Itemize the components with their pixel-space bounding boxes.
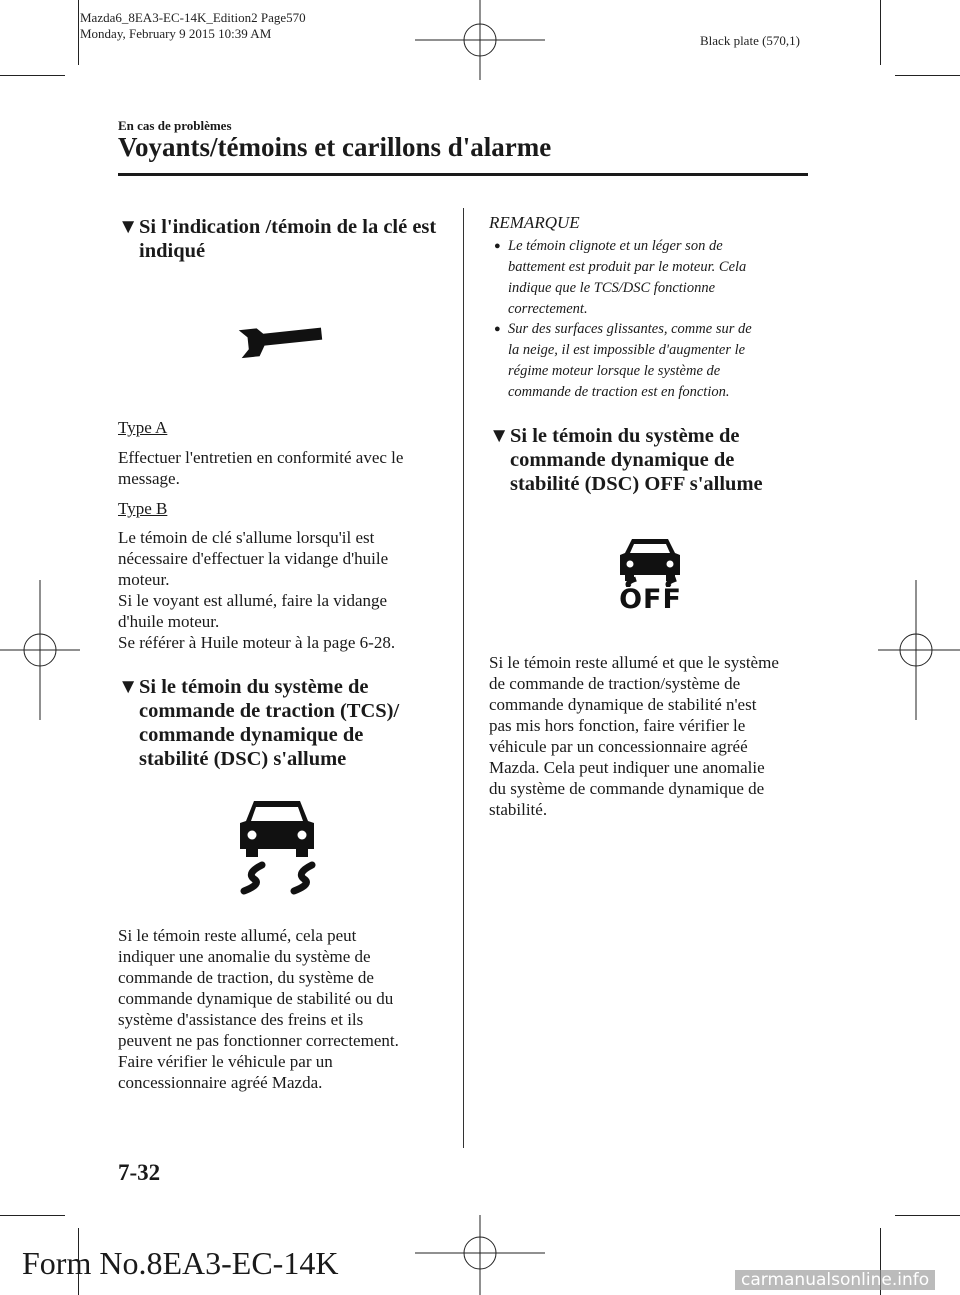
text-line: pas mis hors fonction, faire vérifier le — [489, 716, 746, 735]
triangle-icon: ▼ — [118, 216, 139, 238]
crop-mark — [78, 0, 79, 65]
heading-key-indicator — [118, 215, 458, 263]
crop-mark — [880, 0, 881, 65]
text-line: de commande de traction/système de — [489, 674, 741, 693]
heading-tcs — [118, 675, 458, 771]
triangle-icon: ▼ — [118, 676, 139, 698]
text-line: correctement. — [508, 301, 588, 317]
text-line: message. — [118, 469, 180, 488]
text-line: commande dynamique de stabilité ou du — [118, 989, 394, 1008]
text-line: Le témoin de clé s'allume lorsqu'il est — [118, 528, 375, 547]
crop-mark — [895, 75, 960, 76]
heading-line: Si le témoin du système de — [510, 425, 740, 447]
text-line: Se référer à Huile moteur à la page 6-28. — [118, 633, 396, 652]
text-line: commande de traction est en fonction. — [508, 384, 730, 400]
type-a-label: Type A — [118, 418, 168, 437]
bullet-icon: ● — [494, 323, 501, 335]
text-line: véhicule par un concessionnaire agréé — [489, 737, 748, 756]
print-info-line: Monday, February 9 2015 10:39 AM — [80, 26, 272, 41]
registration-mark-top — [415, 0, 545, 80]
dsc-off-label: OFF — [619, 584, 682, 615]
type-a-text — [118, 447, 403, 489]
type-b-label: Type B — [118, 499, 168, 518]
registration-mark-right — [878, 580, 960, 720]
heading-line: commande dynamique de — [139, 724, 364, 746]
crop-mark — [0, 75, 65, 76]
form-number: Form No.8EA3-EC-14K — [22, 1245, 339, 1281]
triangle-icon: ▼ — [489, 425, 510, 447]
watermark[interactable]: carmanualsonline.info — [735, 1270, 935, 1290]
heading-line: commande dynamique de — [510, 449, 735, 471]
dsc-off-icon — [608, 535, 693, 615]
crop-mark — [0, 1215, 65, 1216]
text-line: Si le voyant est allumé, faire la vidange — [118, 591, 388, 610]
note-title: REMARQUE — [489, 213, 580, 232]
heading-line: stabilité (DSC) s'allume — [139, 748, 347, 770]
text-line: commande dynamique de stabilité n'est — [489, 695, 757, 714]
bullet-icon: ● — [494, 240, 501, 252]
text-line: d'huile moteur. — [118, 612, 220, 631]
text-line: nécessaire d'effectuer la vidange d'huile — [118, 549, 389, 568]
column-divider — [463, 208, 464, 1148]
text-line: battement est produit par le moteur. Cela — [508, 259, 747, 275]
text-line: Si le témoin reste allumé, cela peut — [118, 926, 357, 945]
heading-line: stabilité (DSC) OFF s'allume — [510, 473, 763, 495]
title-rule — [118, 173, 808, 176]
text-line: concessionnaire agréé Mazda. — [118, 1073, 323, 1092]
text-line: Faire vérifier le véhicule par un — [118, 1052, 333, 1071]
print-info — [80, 10, 306, 42]
heading-line: Si le témoin du système de — [139, 676, 369, 698]
text-line: stabilité. — [489, 800, 548, 819]
heading-dsc-off — [489, 424, 829, 496]
plate-label: Black plate (570,1) — [700, 33, 800, 48]
text-line: régime moteur lorsque le système de — [508, 363, 721, 379]
section-label: En cas de problèmes — [118, 118, 232, 133]
text-line: peuvent ne pas fonctionner correctement. — [118, 1031, 399, 1050]
registration-mark-bottom — [415, 1215, 545, 1295]
page-number: 7-32 — [118, 1160, 161, 1185]
crop-mark — [895, 1215, 960, 1216]
wrench-icon — [230, 318, 325, 360]
note-item — [494, 236, 813, 320]
text-line: Effectuer l'entretien en conformité avec le — [118, 448, 404, 467]
note-item — [494, 319, 813, 403]
registration-mark-left — [0, 580, 80, 720]
text-line: Mazda. Cela peut indiquer une anomalie — [489, 758, 765, 777]
text-line: Sur des surfaces glissantes, comme sur de — [508, 321, 752, 337]
text-line: la neige, il est impossible d'augmenter le — [508, 342, 746, 358]
dsc-off-text — [489, 652, 779, 820]
text-line: Si le témoin reste allumé et que le système — [489, 653, 779, 672]
heading-line: Si l'indication /témoin de la clé est — [139, 216, 437, 238]
type-b-text — [118, 527, 395, 653]
heading-line: indiqué — [139, 240, 206, 262]
text-line: commande de traction, du système de — [118, 968, 374, 987]
tcs-skid-icon — [232, 795, 322, 895]
text-line: système d'assistance des freins et ils — [118, 1010, 364, 1029]
text-line: indiquer une anomalie du système de — [118, 947, 371, 966]
text-line: moteur. — [118, 570, 170, 589]
text-line: indique que le TCS/DSC fonctionne — [508, 280, 716, 296]
print-info-line: Mazda6_8EA3-EC-14K_Edition2 Page570 — [80, 10, 306, 25]
heading-line: commande de traction (TCS)/ — [139, 700, 400, 722]
text-line: du système de commande dynamique de — [489, 779, 765, 798]
tcs-text — [118, 925, 399, 1093]
text-line: Le témoin clignote et un léger son de — [508, 238, 723, 254]
page-title: Voyants/témoins et carillons d'alarme — [118, 132, 552, 162]
